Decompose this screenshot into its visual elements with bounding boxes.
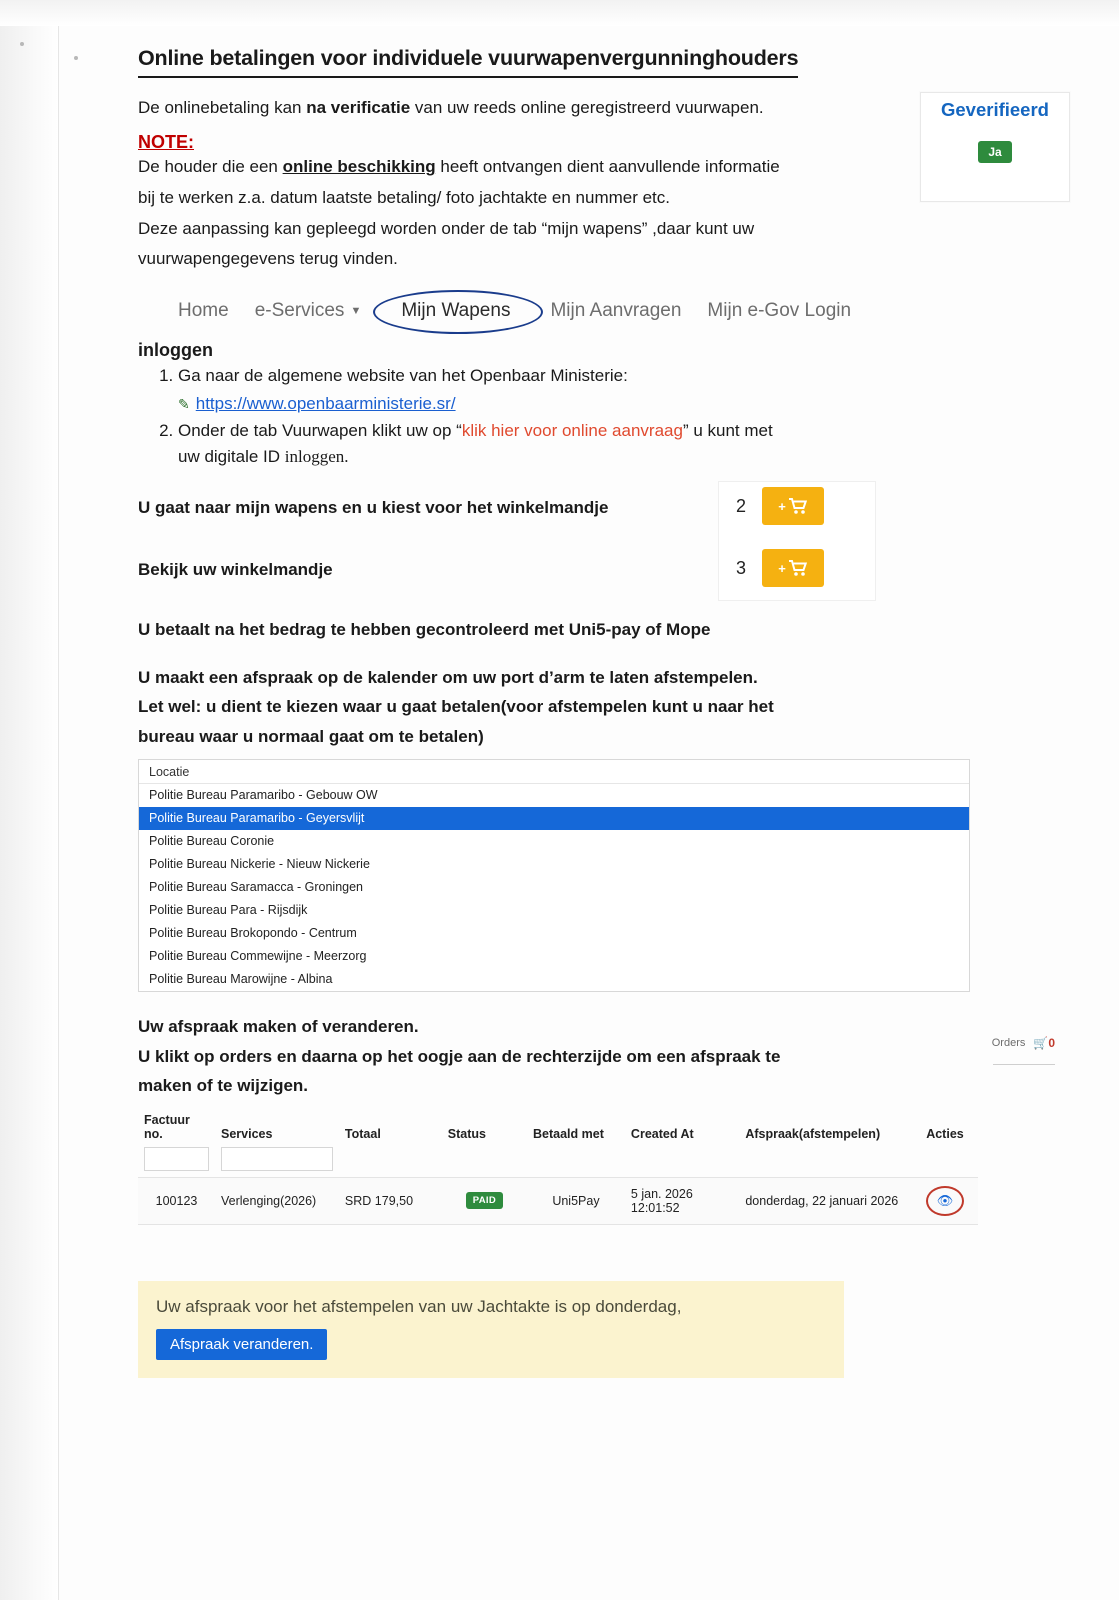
- list-item[interactable]: Politie Bureau Brokopondo - Centrum: [149, 926, 357, 940]
- appointment-callout: [138, 1281, 844, 1378]
- intro-text-1: De onlinebetaling kan: [138, 97, 307, 117]
- document-body: [138, 46, 1038, 1378]
- cell-acties: [912, 1177, 978, 1224]
- payment-line-1: U betaalt na het bedrag te hebben gecontroleerd met Uni5-pay of Mope: [138, 620, 711, 639]
- invoice-table-wrap: [138, 1109, 978, 1225]
- nav-item-mijn-egov-login[interactable]: Mijn e-Gov Login: [707, 300, 852, 321]
- list-item[interactable]: Politie Bureau Saramacca - Groningen: [149, 880, 364, 894]
- step-1-text: Ga naar de algemene website van het Openbaar Ministerie:: [178, 366, 628, 385]
- callout-text: Uw afspraak voor het afstempelen van uw Jachtakte is op donderdag,: [156, 1296, 682, 1316]
- site-navbar: [178, 296, 1038, 326]
- shopping-cart-icon[interactable]: 🛒0: [1033, 1036, 1055, 1050]
- step-2-highlight: klik hier voor online aanvraag: [461, 421, 683, 440]
- cell-status: [442, 1177, 527, 1224]
- scan-speck: [20, 42, 24, 46]
- column-header-status: Status: [447, 1126, 486, 1141]
- list-item[interactable]: Politie Bureau Marowijne - Albina: [149, 972, 333, 986]
- cart-row-2-number: 3: [735, 557, 746, 578]
- table-header-row: [138, 1109, 978, 1145]
- shopping-cart-icon: [788, 559, 808, 577]
- scan-top-margin: [0, 0, 1119, 26]
- cart-instructions: [138, 487, 1038, 605]
- step-2-text-c: uw digitale ID: [178, 446, 285, 466]
- shopping-cart-icon: [788, 497, 808, 515]
- column-header-afspraak: Afspraak(afstempelen): [745, 1126, 881, 1141]
- cart-row-2: [734, 549, 824, 587]
- scan-speck: [74, 56, 78, 60]
- note-text-bold: online beschikking: [282, 157, 436, 177]
- step-2-text-a: Onder de tab Vuurwapen klikt uw op “: [178, 421, 462, 440]
- cell-factuur: 100123: [138, 1177, 215, 1224]
- inloggen-heading: inloggen: [138, 340, 213, 360]
- plus-label: +: [778, 560, 786, 576]
- cart-row-1: [734, 487, 824, 525]
- nav-item-home[interactable]: Home: [178, 300, 229, 321]
- note-line-3: Deze aanpassing kan gepleegd worden onder de tab “mijn wapens” ,daar kunt uw: [138, 218, 755, 238]
- column-header-factuur: Factuur no.: [144, 1112, 190, 1141]
- column-header-betaald-met: Betaald met: [533, 1126, 604, 1141]
- nav-item-e-services[interactable]: e-Services: [254, 300, 345, 321]
- column-header-created-at: Created At: [630, 1126, 694, 1141]
- note-line-2: bij te werken z.a. datum laatste betaling/ foto jachtakte en nummer etc.: [138, 188, 671, 208]
- chevron-down-icon[interactable]: ▼: [350, 305, 362, 317]
- plus-label: +: [778, 498, 786, 514]
- intro-text-bold: na verificatie: [306, 97, 411, 117]
- cart-line-1: U gaat naar mijn wapens en u kiest voor het winkelmandje: [138, 498, 609, 517]
- list-item[interactable]: Politie Bureau Nickerie - Nieuw Nickerie: [149, 857, 370, 871]
- payment-line-3: Let wel: u dient te kiezen waar u gaat betalen(voor afstempelen kunt u naar het: [138, 697, 774, 716]
- orders-divider: [993, 1064, 1055, 1065]
- afspraak-line-1: Uw afspraak maken of veranderen.: [138, 1017, 419, 1036]
- add-to-cart-button[interactable]: [762, 487, 824, 525]
- list-item-selected[interactable]: Politie Bureau Paramaribo - Geyersvlijt: [139, 807, 969, 830]
- filter-cell-factuur: [138, 1145, 215, 1178]
- page-title: Online betalingen voor individuele vuurwapenvergunninghouders: [138, 46, 798, 78]
- column-header-acties: Acties: [926, 1126, 964, 1141]
- list-item[interactable]: Politie Bureau Commewijne - Meerzorg: [149, 949, 367, 963]
- filter-cell-services: [215, 1145, 339, 1178]
- invoice-table: [138, 1109, 978, 1225]
- afspraak-line-3: maken of te wijzigen.: [138, 1076, 309, 1095]
- filter-cell-empty-3: [527, 1145, 625, 1178]
- cart-badge: 0: [1048, 1036, 1055, 1050]
- highlight-circle: [926, 1186, 964, 1216]
- pen-icon: ✎: [178, 395, 190, 412]
- filter-cell-empty-4: [625, 1145, 739, 1178]
- status-badge: Ja: [978, 141, 1012, 163]
- list-item: [178, 363, 1038, 416]
- cart-row-1-number: 2: [735, 495, 746, 516]
- cell-created-at: 5 jan. 2026 12:01:52: [625, 1177, 739, 1224]
- table-filter-row: [138, 1145, 978, 1178]
- change-appointment-button[interactable]: Afspraak veranderen.: [156, 1329, 327, 1360]
- inloggen-steps: [146, 363, 1038, 469]
- column-header-services: Services: [221, 1126, 273, 1141]
- filter-cell-empty-1: [339, 1145, 442, 1178]
- filter-cell-empty-6: [912, 1145, 978, 1178]
- afspraak-line-2: U klikt op orders en daarna op het oogje aan de rechterzijde om een afspraak te: [138, 1046, 781, 1066]
- orders-label: Orders: [991, 1037, 1026, 1049]
- list-item[interactable]: Politie Bureau Coronie: [149, 834, 275, 848]
- cell-betaald-met: Uni5Pay: [527, 1177, 625, 1224]
- note-text-a: De houder die een: [138, 157, 283, 177]
- eye-icon: 👁: [936, 1192, 954, 1208]
- filter-cell-empty-5: [739, 1145, 912, 1178]
- cell-totaal: SRD 179,50: [339, 1177, 442, 1224]
- table-row[interactable]: [138, 1177, 978, 1224]
- services-filter-input[interactable]: [221, 1147, 333, 1171]
- step-2-text-c-italic: inloggen.: [284, 446, 349, 466]
- note-line-4: vuurwapengegevens terug vinden.: [138, 249, 398, 269]
- filter-cell-empty-2: [442, 1145, 527, 1178]
- status-badge: PAID: [466, 1192, 503, 1209]
- list-item[interactable]: Politie Bureau Paramaribo - Gebouw OW: [149, 788, 378, 802]
- note-line-1: [138, 155, 1038, 180]
- cart-line-2: Bekijk uw winkelmandje: [138, 560, 333, 579]
- intro-text-2: van uw reeds online geregistreerd vuurwapen.: [410, 97, 764, 117]
- verified-title: Geverifieerd: [941, 99, 1049, 120]
- step-2-text-b: ” u kunt met: [682, 421, 773, 440]
- note-text-b: heeft ontvangen dient aanvullende informatie: [435, 157, 780, 177]
- factuur-filter-input[interactable]: [144, 1147, 209, 1171]
- payment-line-2: U maakt een afspraak op de kalender om uw port d’arm te laten afstempelen.: [138, 667, 758, 687]
- list-item: [178, 418, 1038, 469]
- locatie-header: Locatie: [139, 760, 969, 784]
- view-cart-button[interactable]: [762, 549, 824, 587]
- payment-line-4: bureau waar u normaal gaat om te betalen): [138, 726, 484, 746]
- nav-item-mijn-wapens[interactable]: [387, 296, 524, 326]
- view-appointment-button[interactable]: [928, 1188, 962, 1214]
- column-header-totaal: Totaal: [344, 1126, 381, 1141]
- locatie-listbox[interactable]: [138, 759, 970, 992]
- nav-item-mijn-aanvragen[interactable]: Mijn Aanvragen: [550, 300, 682, 321]
- cell-services: Verlenging(2026): [215, 1177, 339, 1224]
- scan-left-margin: [0, 0, 59, 1600]
- orders-widget[interactable]: [992, 1036, 1055, 1050]
- nav-item-mijn-wapens-label: Mijn Wapens: [401, 300, 511, 321]
- intro-paragraph: [138, 96, 1038, 121]
- openbaar-ministerie-link[interactable]: https://www.openbaarministerie.sr/: [195, 393, 456, 413]
- cell-afspraak: donderdag, 22 januari 2026: [739, 1177, 912, 1224]
- note-label: NOTE:: [138, 132, 194, 153]
- list-item[interactable]: Politie Bureau Para - Rijsdijk: [149, 903, 308, 917]
